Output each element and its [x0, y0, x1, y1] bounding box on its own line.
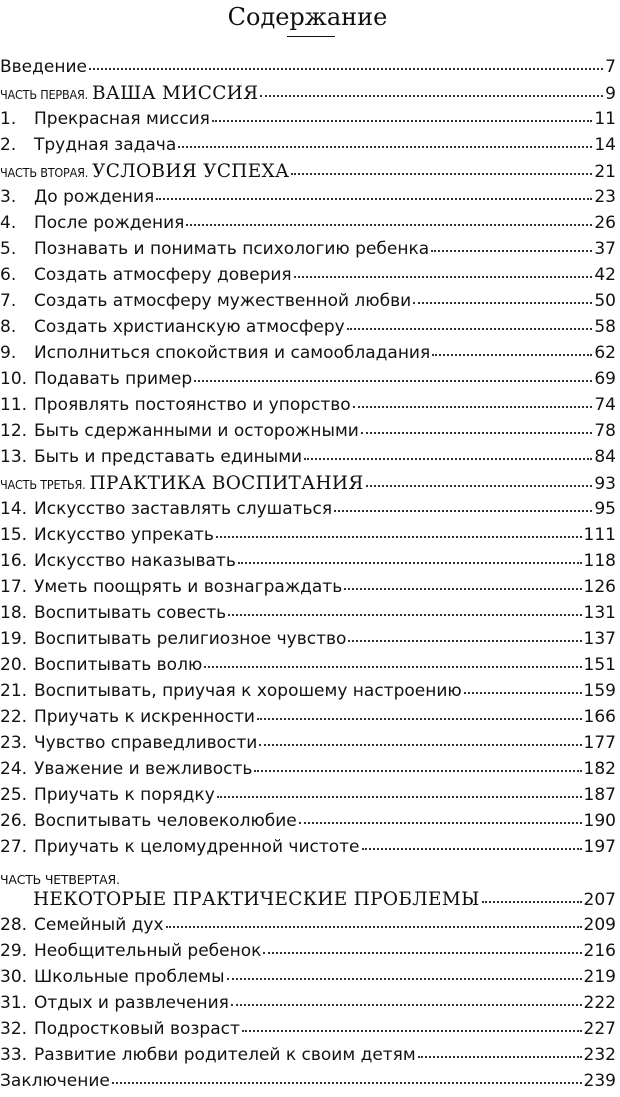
dot-leader	[238, 559, 582, 564]
toc-entry-chapter-17[interactable]	[0, 577, 616, 603]
toc-entry-chapter-33[interactable]	[0, 1045, 616, 1071]
part-prefix: ЧАСТЬ ВТОРАЯ.	[0, 165, 89, 180]
chapter-number: 15.	[0, 525, 28, 545]
toc-entry-label: Воспитывать религиозное чувство	[34, 629, 347, 649]
chapter-number: 8.	[0, 317, 17, 337]
toc-page-number: 50	[594, 291, 616, 311]
dot-leader	[89, 65, 603, 70]
toc-entry-chapter-12[interactable]	[0, 421, 616, 447]
toc-entry-chapter-2[interactable]	[0, 135, 616, 161]
toc-page-number: 69	[594, 369, 616, 389]
toc-entry-label: Быть и представать едиными	[34, 447, 303, 467]
toc-page-number: 227	[583, 1019, 616, 1039]
page-title: Содержание	[227, 3, 388, 31]
chapter-number: 22.	[0, 707, 28, 727]
toc-entry-label: Воспитывать волю	[34, 655, 203, 675]
chapter-number: 28.	[0, 915, 28, 935]
chapter-number: 17.	[0, 577, 28, 597]
dot-leader	[227, 975, 582, 980]
dot-leader	[259, 741, 581, 746]
toc-page-number: 137	[583, 629, 616, 649]
part-title: УСЛОВИЯ УСПЕХА	[92, 161, 290, 182]
toc-page-number: 95	[594, 499, 616, 519]
dot-leader	[362, 845, 582, 850]
toc-entry-label: Необщительный ребенок	[34, 941, 262, 961]
toc-entry-label: Приучать к целомудренной чистоте	[34, 837, 360, 857]
toc-entry-label: Приучать к искренности	[34, 707, 255, 727]
dot-leader	[112, 1079, 582, 1084]
toc-page-number: 74	[594, 395, 616, 415]
chapter-number: 6.	[0, 265, 17, 285]
toc-page-number: 219	[583, 967, 616, 987]
toc-page-number: 209	[583, 915, 616, 935]
dot-leader	[366, 482, 593, 487]
toc-page-number: 21	[594, 162, 616, 182]
toc-page-number: 126	[583, 577, 616, 597]
toc-entry-chapter-21[interactable]	[0, 681, 616, 707]
dot-leader	[413, 299, 592, 304]
toc-entry-chapter-30[interactable]	[0, 967, 616, 993]
toc-entry-chapter-20[interactable]	[0, 655, 616, 681]
chapter-number: 3.	[0, 187, 17, 207]
toc-page-number: 207	[583, 890, 616, 910]
chapter-number: 23.	[0, 733, 28, 753]
chapter-number: 10.	[0, 369, 28, 389]
toc-entry-label: До рождения	[34, 187, 155, 207]
toc-entry-chapter-13[interactable]	[0, 447, 616, 473]
toc-entry-label: Создать атмосферу мужественной любви	[34, 291, 412, 311]
toc-entry-label: Приучать к порядку	[34, 785, 215, 805]
dot-leader	[304, 455, 592, 460]
chapter-number: 11.	[0, 395, 28, 415]
toc-page-number: 42	[594, 265, 616, 285]
part-title: НЕКОТОРЫЕ ПРАКТИЧЕСКИЕ ПРОБЛЕМЫ	[33, 889, 480, 910]
dot-leader	[194, 377, 592, 382]
toc-entry-label: Трудная задача	[34, 135, 177, 155]
toc-entry-label: Подавать пример	[34, 369, 193, 389]
toc-entry-chapter-26[interactable]	[0, 811, 616, 837]
toc-entry-label: Быть сдержанными и осторожными	[34, 421, 359, 441]
chapter-number: 26.	[0, 811, 28, 831]
toc-entry-label: Прекрасная миссия	[34, 109, 210, 129]
toc-page-number: 159	[583, 681, 616, 701]
toc-entry-chapter-19[interactable]	[0, 629, 616, 655]
chapter-number: 13.	[0, 447, 28, 467]
toc-entry-chapter-24[interactable]	[0, 759, 616, 785]
part-prefix: ЧАСТЬ ПЕРВАЯ.	[0, 87, 88, 102]
chapter-number: 18.	[0, 603, 28, 623]
toc-page-number: 151	[583, 655, 616, 675]
toc-entry-chapter-16[interactable]	[0, 551, 616, 577]
toc-entry-chapter-18[interactable]	[0, 603, 616, 629]
chapter-number: 25.	[0, 785, 28, 805]
chapter-number: 12.	[0, 421, 28, 441]
chapter-number: 30.	[0, 967, 28, 987]
dot-leader	[347, 325, 593, 330]
chapter-number: 27.	[0, 837, 28, 857]
part-title: ВАША МИССИЯ	[91, 83, 259, 104]
toc-entry-chapter-23[interactable]	[0, 733, 616, 759]
toc-page-number: 23	[594, 187, 616, 207]
toc-entry-label: Искусство заставлять слушаться	[34, 499, 333, 519]
part-title: ПРАКТИКА ВОСПИТАНИЯ	[89, 473, 364, 494]
dot-leader	[254, 767, 581, 772]
toc-entry-chapter-8[interactable]	[0, 317, 616, 343]
dot-leader	[291, 170, 592, 175]
dot-leader	[361, 429, 593, 434]
dot-leader	[431, 247, 592, 252]
toc-entry-label: Школьные проблемы	[34, 967, 225, 987]
toc-entry-label: Создать атмосферу доверия	[34, 265, 292, 285]
toc-entry-label: Искусство упрекать	[34, 525, 214, 545]
toc-entry-label: Развитие любви родителей к своим детям	[34, 1045, 416, 1065]
toc-page-number: 78	[594, 421, 616, 441]
toc-entry-conclusion[interactable]	[0, 1071, 616, 1097]
chapter-number: 31.	[0, 993, 28, 1013]
dot-leader	[212, 117, 592, 122]
toc-entry-chapter-32[interactable]	[0, 1019, 616, 1045]
toc-page-number: 11	[594, 109, 616, 129]
chapter-number: 20.	[0, 655, 28, 675]
dot-leader	[231, 1001, 582, 1006]
toc-page-number: 58	[594, 317, 616, 337]
chapter-number: 29.	[0, 941, 28, 961]
toc-page-number: 190	[583, 811, 616, 831]
toc-entry-label: Создать христианскую атмосферу	[34, 317, 345, 337]
dot-leader	[186, 221, 592, 226]
toc-entry-intro[interactable]	[0, 57, 616, 83]
toc-entry-label: Искусство наказывать	[34, 551, 236, 571]
toc-entry-label: Проявлять постоянство и упорство	[34, 395, 351, 415]
dot-leader	[353, 403, 593, 408]
toc-entry-label: Уважение и вежливость	[34, 759, 253, 779]
dot-leader	[418, 1053, 582, 1058]
toc-page-number: 62	[594, 343, 616, 363]
chapter-number: 5.	[0, 239, 17, 259]
toc-page-number: 84	[594, 447, 616, 467]
chapter-number: 24.	[0, 759, 28, 779]
toc-part-4-prefix: ЧАСТЬ ЧЕТВЕРТАЯ.	[0, 872, 120, 887]
toc-page-number: 26	[594, 213, 616, 233]
toc-page-number: 131	[583, 603, 616, 623]
dot-leader	[257, 715, 582, 720]
toc-page-number: 9	[605, 84, 616, 104]
toc-entry-label: Уметь поощрять и вознаграждать	[34, 577, 343, 597]
toc-entry-label: Исполниться спокойствия и самообладания	[34, 343, 431, 363]
dot-leader	[432, 351, 592, 356]
toc-entry-chapter-29[interactable]	[0, 941, 616, 967]
title-divider	[287, 36, 335, 37]
toc-entry-label: Воспитывать совесть	[34, 603, 227, 623]
toc-page-number: 93	[594, 474, 616, 494]
toc-entry-label: Семейный дух	[34, 915, 164, 935]
toc-page-number: 177	[583, 733, 616, 753]
toc-entry-chapter-3[interactable]	[0, 187, 616, 213]
toc-entry-label: Воспитывать человеколюбие	[34, 811, 297, 831]
toc-entry-chapter-14[interactable]	[0, 499, 616, 525]
toc-page-number: 118	[583, 551, 616, 571]
toc-page-number: 222	[583, 993, 616, 1013]
chapter-number: 21.	[0, 681, 28, 701]
toc-entry-chapter-10[interactable]	[0, 369, 616, 395]
dot-leader	[216, 533, 582, 538]
toc-entry-chapter-27[interactable]	[0, 837, 616, 863]
dot-leader	[299, 819, 582, 824]
chapter-number: 19.	[0, 629, 28, 649]
dot-leader	[242, 1027, 582, 1032]
toc-entry-chapter-28[interactable]	[0, 915, 616, 941]
dot-leader	[344, 585, 581, 590]
chapter-number: 2.	[0, 135, 17, 155]
chapter-number: 16.	[0, 551, 28, 571]
dot-leader	[204, 663, 581, 668]
dot-leader	[178, 143, 592, 148]
toc-page-number: 232	[583, 1045, 616, 1065]
toc-entry-chapter-7[interactable]	[0, 291, 616, 317]
toc-page-number: 37	[594, 239, 616, 259]
toc-page-number: 239	[583, 1071, 616, 1091]
chapter-number: 14.	[0, 499, 28, 519]
toc-entry-chapter-22[interactable]	[0, 707, 616, 733]
toc-entry-chapter-11[interactable]	[0, 395, 616, 421]
toc-entry-chapter-5[interactable]	[0, 239, 616, 265]
dot-leader	[217, 793, 582, 798]
toc-part-4[interactable]	[0, 889, 616, 915]
dot-leader	[263, 949, 581, 954]
toc-page-number: 182	[583, 759, 616, 779]
dot-leader	[156, 195, 592, 200]
chapter-number: 1.	[0, 109, 17, 129]
toc-entry-label: Подростковый возраст	[34, 1019, 240, 1039]
toc-entry-chapter-4[interactable]	[0, 213, 616, 239]
toc-page-number: 187	[583, 785, 616, 805]
dot-leader	[294, 273, 593, 278]
toc-part-2[interactable]	[0, 161, 616, 187]
dot-leader	[482, 898, 582, 903]
toc-entry-label: Чувство справедливости	[34, 733, 258, 753]
chapter-number: 7.	[0, 291, 17, 311]
toc-entry-label: Отдых и развлечения	[34, 993, 229, 1013]
toc-entry-chapter-1[interactable]	[0, 109, 616, 135]
dot-leader	[334, 507, 592, 512]
toc-entry-chapter-9[interactable]	[0, 343, 616, 369]
dot-leader	[260, 92, 603, 97]
toc-page-number: 166	[583, 707, 616, 727]
dot-leader	[228, 611, 581, 616]
toc-entry-chapter-25[interactable]	[0, 785, 616, 811]
toc-entry-label: После рождения	[34, 213, 185, 233]
toc-entry-label: Познавать и понимать психологию ребенка	[34, 239, 430, 259]
table-of-contents	[0, 57, 616, 1097]
toc-page-number: 7	[605, 57, 616, 77]
toc-part-3[interactable]	[0, 473, 616, 499]
toc-page-number: 197	[583, 837, 616, 857]
toc-entry-chapter-6[interactable]	[0, 265, 616, 291]
chapter-number: 9.	[0, 343, 17, 363]
dot-leader	[348, 637, 581, 642]
chapter-number: 33.	[0, 1045, 28, 1065]
chapter-number: 4.	[0, 213, 17, 233]
toc-page-number: 14	[594, 135, 616, 155]
toc-entry-label: Заключение	[0, 1071, 110, 1091]
toc-entry-label: Воспитывать, приучая к хорошему настроению	[34, 681, 462, 701]
dot-leader	[166, 923, 582, 928]
toc-part-1[interactable]	[0, 83, 616, 109]
toc-page-number: 111	[583, 525, 616, 545]
toc-entry-label: Введение	[0, 57, 87, 77]
toc-entry-chapter-15[interactable]	[0, 525, 616, 551]
chapter-number: 32.	[0, 1019, 28, 1039]
dot-leader	[464, 689, 582, 694]
toc-entry-chapter-31[interactable]	[0, 993, 616, 1019]
toc-page-number: 216	[583, 941, 616, 961]
part-prefix: ЧАСТЬ ТРЕТЬЯ.	[0, 477, 86, 492]
